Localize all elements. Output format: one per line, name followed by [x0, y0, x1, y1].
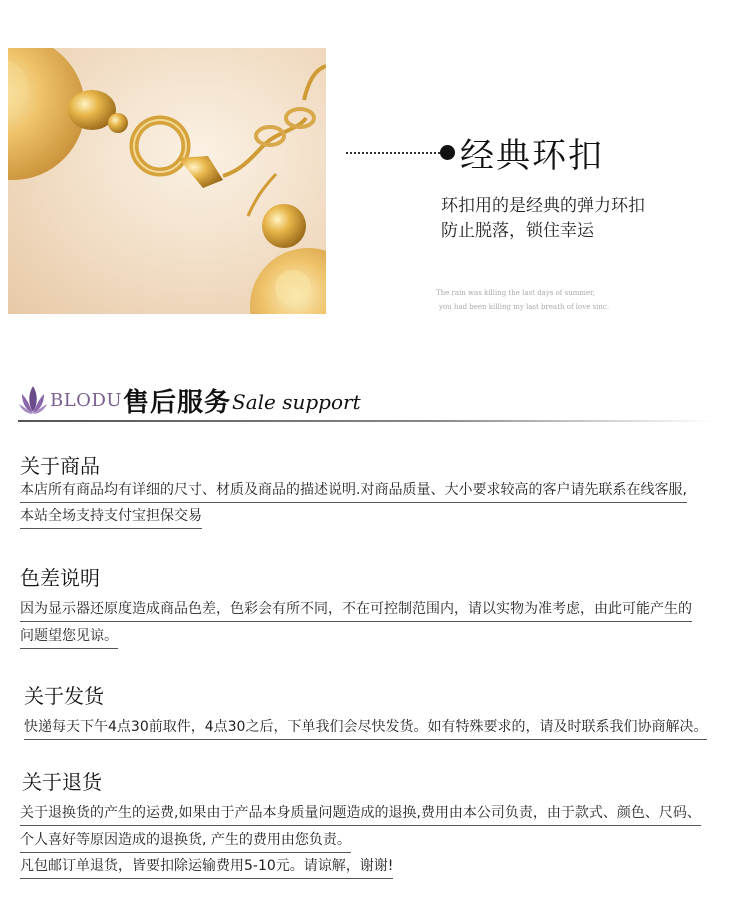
callout-dot: [440, 145, 455, 160]
after-sales-banner: [18, 380, 713, 424]
banner-title: 售后服务: [123, 388, 232, 418]
feature-desc-line-2: 防止脱落，锁住幸运: [441, 221, 594, 241]
product-info-line-2: 本站全场支持支付宝担保交易: [20, 507, 202, 529]
returns-info-line-3: 凡包邮订单退货，皆要扣除运输费用5-10元。请谅解，谢谢!: [20, 857, 393, 879]
section-title-color: 色差说明: [20, 566, 100, 590]
section-title-product: 关于商品: [20, 454, 100, 478]
shipping-info-line-1: 快递每天下午4点30前取件，4点30之后，下单我们会尽快发货。如有特殊要求的，请及时联系我们协商解决。: [24, 718, 707, 740]
feature-desc-line-1: 环扣用的是经典的弹力环扣: [441, 196, 645, 216]
color-info-line-2: 问题望您见谅。: [20, 627, 118, 649]
product-info-line-1: 本店所有商品均有详细的尺寸、材质及商品的描述说明.对商品质量、大小要求较高的客户请先联系在线客服,: [20, 481, 687, 503]
returns-info-line-2: 个人喜好等原因造成的退换货, 产生的费用由您负责。: [20, 831, 351, 853]
feature-title: 经典环扣: [460, 136, 604, 176]
decorative-quote-line-1: The rain was killing the last days of summer,: [436, 289, 595, 297]
banner-subtitle: Sale support: [232, 390, 361, 414]
banner-divider: [18, 420, 713, 422]
section-title-returns: 关于退货: [22, 770, 102, 794]
section-title-shipping: 关于发货: [24, 684, 104, 708]
brand-name: BLODU: [50, 390, 123, 411]
callout-leader-line: [346, 152, 440, 154]
color-info-line-1: 因为显示器还原度造成商品色差，色彩会有所不同，不在可控制范围内，请以实物为准考虑，由此可能产生的: [20, 600, 692, 622]
product-photo: [8, 48, 326, 314]
lotus-logo-icon: [18, 382, 48, 418]
decorative-quote-line-2: you had been killing my last breath of love sinc.: [439, 303, 610, 311]
returns-info-line-1: 关于退换货的产生的运费,如果由于产品本身质量问题造成的退换,费用由本公司负责，由于款式、颜色、尺码、: [20, 804, 701, 826]
